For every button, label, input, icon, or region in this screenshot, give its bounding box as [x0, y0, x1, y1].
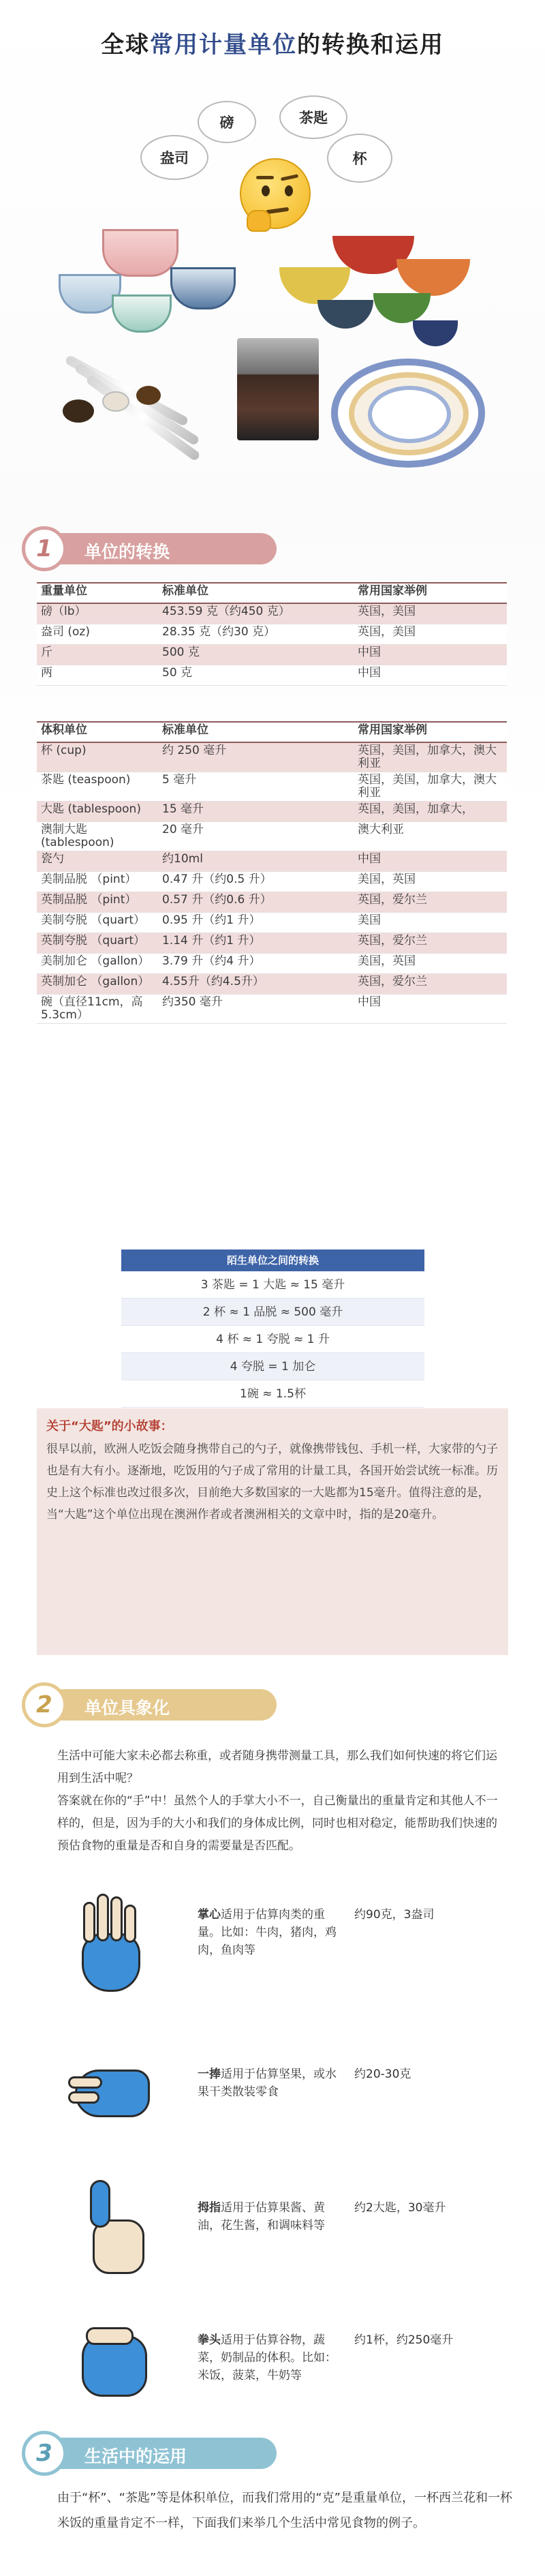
table-header-row: 重量单位 标准单位 常用国家举例	[37, 583, 507, 603]
bubble-cup: 杯	[327, 134, 392, 183]
table-cell: 英国，爱尔兰	[354, 974, 507, 995]
table-row	[37, 954, 507, 974]
volume-unit-table	[37, 721, 507, 1024]
page-title	[0, 26, 545, 59]
table-cell: 0.47 升（约0.5 升）	[158, 872, 354, 892]
table-row	[37, 851, 507, 872]
hand-handful-amount: 约20-30克	[354, 2067, 411, 2081]
table-row	[37, 913, 507, 933]
table-row	[37, 892, 507, 913]
table-header-row: 体积单位 标准单位 常用国家举例	[37, 722, 507, 742]
hand-fist-amount: 约1杯，约250毫升	[354, 2333, 454, 2347]
hand-thumb-amount: 约2大匙，30毫升	[354, 2201, 446, 2215]
table-cell: 0.95 升（约1 升）	[158, 913, 354, 933]
table-cell: 英制加仑 （gallon）	[37, 974, 158, 995]
table-row	[37, 995, 507, 1024]
table-row	[37, 644, 507, 665]
confused-man-photo	[237, 338, 319, 440]
table-cell: 澳制大匙 (tablespoon)	[37, 822, 158, 851]
table-cell: 斤	[37, 644, 158, 665]
section-3-paragraph: 由于“杯”、“茶匙”等是体积单位，而我们常用的“克”是重量单位，一杯西兰花和一杯米饭的重量肯定不一样，下面我们来举几个生活中常见食物的例子。	[57, 2491, 512, 2530]
conversion-row: 3 茶匙 = 1 大匙 ≈ 15 毫升	[121, 1271, 424, 1299]
thinking-face-icon	[240, 158, 311, 229]
palm-hand-icon	[71, 1892, 153, 1995]
table-cell: 茶匙 (teaspoon)	[37, 772, 158, 802]
table-cell: 瓷勺	[37, 851, 158, 872]
hand-handful-desc: 一捧适用于估算坚果，或水果干类散装零食	[198, 2067, 337, 2099]
table-cell: 中国	[354, 851, 507, 872]
table-cell: 磅（lb）	[37, 603, 158, 624]
table-cell: 美国，英国	[354, 872, 507, 892]
section-2-answer: 答案就在你的“手”中！虽然个人的手掌大小不一，自己衡量出的重量肯定和其他人不一样的，但是，因为手的大小和我们的身体成比例，同时也相对稳定，能帮助我们快速的预估食物的重量是否和自身的需要量是否匹配。	[57, 1794, 498, 1853]
table-cell: 盎司 (oz)	[37, 624, 158, 644]
table-cell: 3.79 升（约4 升）	[158, 954, 354, 974]
fist-icon	[71, 2315, 153, 2417]
hand-fist-desc: 拳头适用于估算谷物，蔬菜，奶制品的体积。比如：米饭，菠菜，牛奶等	[198, 2333, 337, 2382]
table-cell: 英国，美国	[354, 624, 507, 644]
weight-unit-table	[37, 582, 507, 686]
table-cell: 约350 毫升	[158, 995, 354, 1024]
table-cell: 美制加仑 （gallon）	[37, 954, 158, 974]
conversion-row: 4 夸脱 = 1 加仑	[121, 1353, 424, 1380]
hand-palm-desc: 掌心适用于估算肉类的重量。比如：牛肉，猪肉，鸡肉，鱼肉等	[198, 1908, 337, 1957]
table-row	[37, 665, 507, 685]
table-cell: 中国	[354, 644, 507, 665]
table-row	[37, 974, 507, 995]
hand-thumb-desc: 拇指适用于估算果酱、黄油，花生酱，和调味料等	[198, 2201, 325, 2232]
table-cell: 美国	[354, 913, 507, 933]
table-cell: 20 毫升	[158, 822, 354, 851]
table-cell: 碗（直径11cm，高5.3cm）	[37, 995, 158, 1024]
table-cell: 英国，美国，加拿大，澳大利亚	[354, 742, 507, 772]
bubble-ounce: 盎司	[140, 135, 208, 180]
section-1-header	[22, 526, 281, 571]
table-cell: 英制夸脱 （quart）	[37, 933, 158, 954]
thumb-icon	[71, 2179, 153, 2281]
table-cell: 50 克	[158, 665, 354, 685]
table-cell: 0.57 升（约0.6 升）	[158, 892, 354, 913]
title-part-2: 常用计量单位	[150, 31, 297, 59]
table-cell: 28.35 克（约30 克）	[158, 624, 354, 644]
table-cell: 约10ml	[158, 851, 354, 872]
table-cell: 1.14 升（约1 升）	[158, 933, 354, 954]
table-cell: 美制夸脱 （quart）	[37, 913, 158, 933]
section-2-intro: 生活中可能大家未必都去称重，或者随身携带测量工具，那么我们如何快速的将它们运用到生活中呢？	[57, 1749, 497, 1785]
section-2-title: 单位具象化	[84, 1698, 170, 1718]
table-cell: 杯 (cup)	[37, 742, 158, 772]
table-cell: 英制品脱 （pint）	[37, 892, 158, 913]
conversion-row: 2 杯 ≈ 1 品脱 ≈ 500 毫升	[121, 1299, 424, 1326]
table-cell: 453.59 克（约450 克）	[158, 603, 354, 624]
table-row	[37, 933, 507, 954]
table-cell: 英国，美国	[354, 603, 507, 624]
table-row	[37, 624, 507, 644]
table-cell: 中国	[354, 665, 507, 685]
table-cell: 澳大利亚	[354, 822, 507, 851]
section-2-number: 2	[22, 1682, 67, 1727]
table-cell: 500 克	[158, 644, 354, 665]
table-cell: 5 毫升	[158, 772, 354, 802]
table-row	[37, 603, 507, 624]
section-1-title: 单位的转换	[84, 542, 170, 562]
conversion-row: 1碗 ≈ 1.5杯	[121, 1380, 424, 1408]
table-cell: 两	[37, 665, 158, 685]
table-cell: 4.55升（约4.5升）	[158, 974, 354, 995]
conversion-box	[121, 1249, 424, 1408]
story-title: 关于“大匙”的小故事：	[46, 1419, 173, 1434]
table-row	[37, 872, 507, 892]
table-cell: 15 毫升	[158, 802, 354, 822]
handful-icon	[71, 2042, 153, 2145]
table-row	[37, 772, 507, 802]
table-cell: 英国，美国，加拿大，澳大利亚	[354, 772, 507, 802]
table-cell: 美制品脱 （pint）	[37, 872, 158, 892]
table-cell: 约 250 毫升	[158, 742, 354, 772]
bubble-teaspoon: 茶匙	[279, 95, 347, 139]
section-3-title: 生活中的运用	[84, 2446, 187, 2466]
table-cell: 英国，爱尔兰	[354, 933, 507, 954]
conversion-row: 4 杯 ≈ 1 夸脱 ≈ 1 升	[121, 1326, 424, 1353]
conversion-title: 陌生单位之间的转换	[121, 1249, 424, 1271]
table-cell: 中国	[354, 995, 507, 1024]
table-cell: 美国，英国	[354, 954, 507, 974]
table-row	[37, 742, 507, 772]
hand-palm-amount: 约90克，3盎司	[354, 1908, 435, 1922]
table-cell: 英国，美国，加拿大，	[354, 802, 507, 822]
table-cell: 英国，爱尔兰	[354, 892, 507, 913]
section-3-header	[22, 2431, 281, 2476]
table-row	[37, 822, 507, 851]
bubble-pound: 磅	[198, 101, 256, 143]
title-part-1: 全球	[101, 31, 150, 59]
story-box	[37, 1408, 508, 1655]
section-3-number: 3	[22, 2431, 67, 2476]
story-body: 很早以前，欧洲人吃饭会随身携带自己的勺子，就像携带钱包、手机一样，大家带的勺子也是有大有小。逐渐地，吃饭用的勺子成了常用的计量工具，各国开始尝试统一标准。历史上这个标准也改过很多次，目前绝大多数国家的一大匙都为15毫升。值得注意的是，当“大匙”这个单位出现在澳洲作者或者澳洲相关的文章中时，指的是20毫升。	[46, 1442, 498, 1521]
table-row	[37, 802, 507, 822]
title-part-3: 的转换和运用	[297, 31, 444, 59]
table-cell: 大匙 (tablespoon)	[37, 802, 158, 822]
section-1-number: 1	[22, 526, 67, 571]
section-2-header	[22, 1682, 281, 1727]
